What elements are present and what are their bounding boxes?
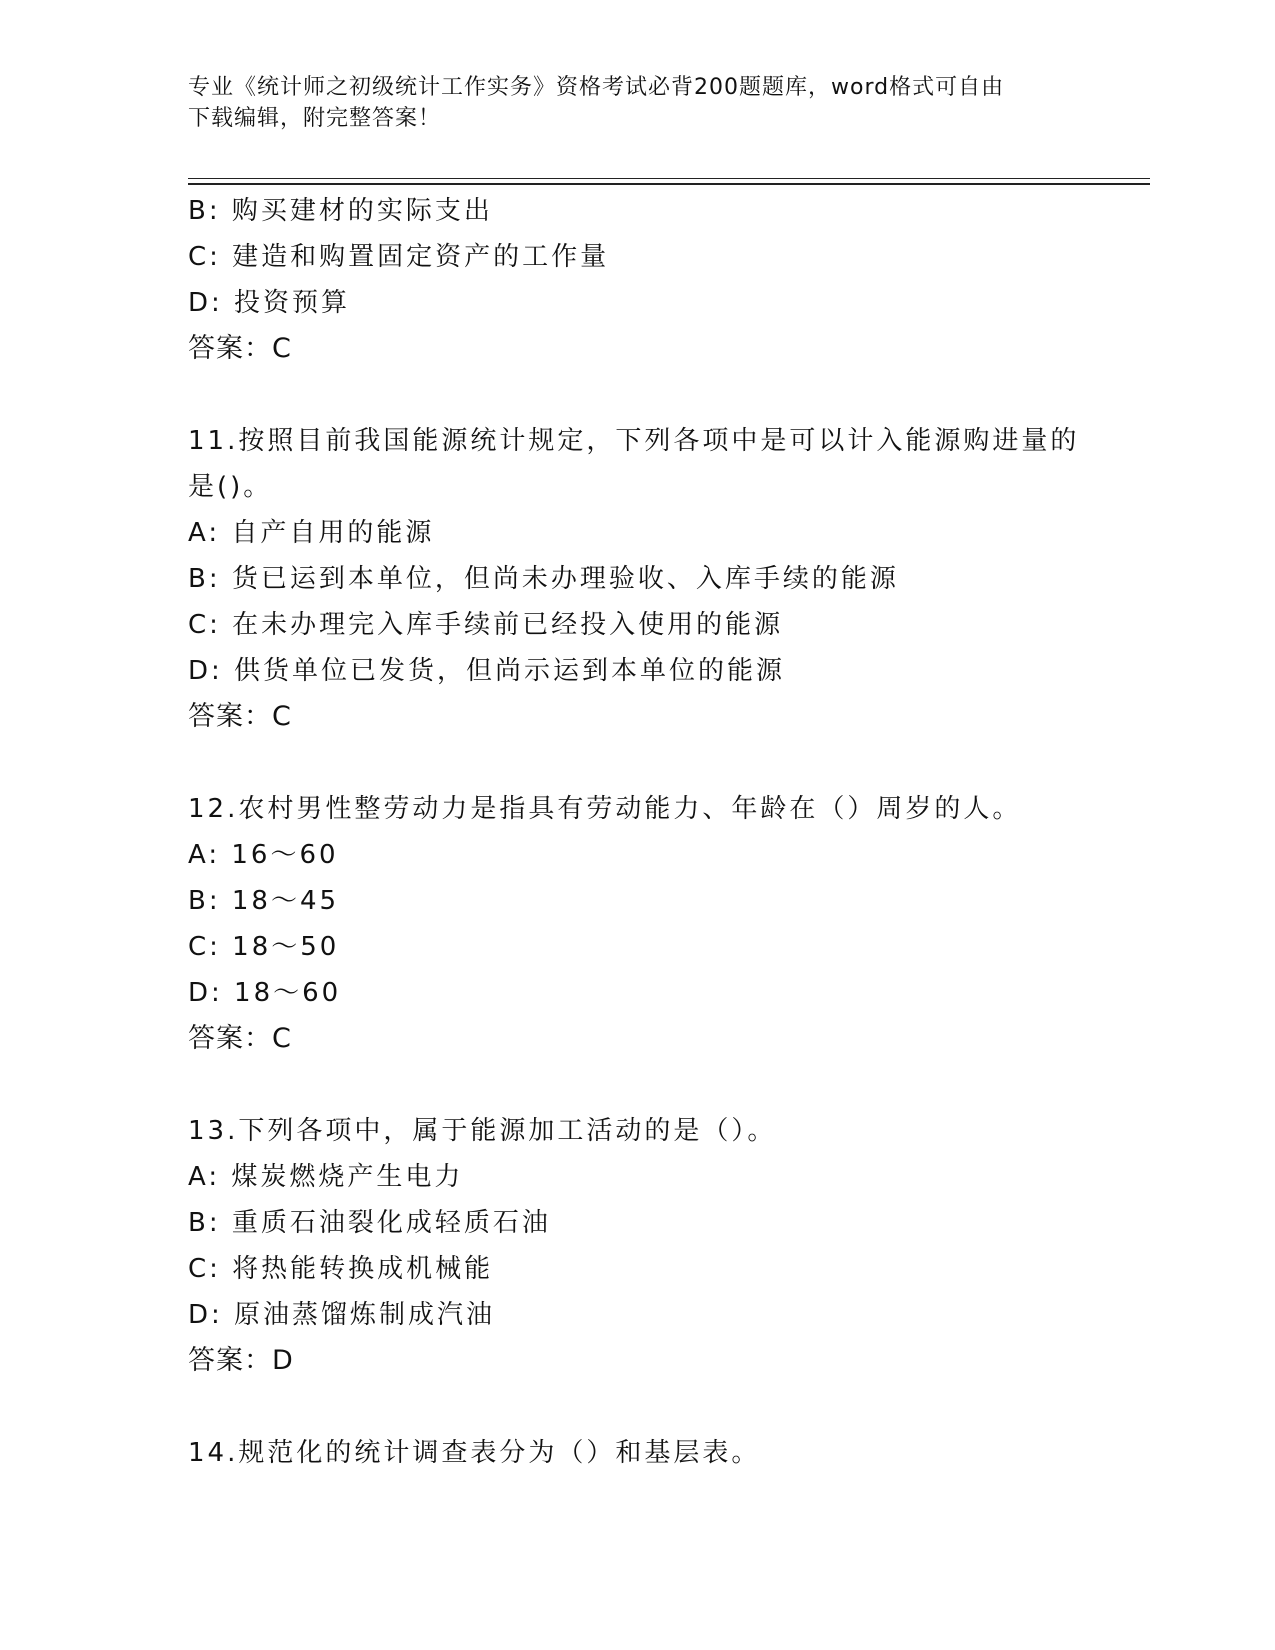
header-line-1: 专业《统计师之初级统计工作实务》资格考试必背200题题库，word格式可自由	[188, 75, 1005, 100]
option-c: C: 建造和购置固定资产的工作量	[188, 242, 610, 272]
question-stem-continued: 是()。	[188, 472, 273, 502]
spacer	[188, 740, 1088, 786]
answer: 答案：C	[188, 701, 292, 732]
option-b: B: 货已运到本单位，但尚未办理验收、入库手续的能源	[188, 564, 899, 594]
question-14	[188, 1430, 1088, 1476]
header-divider-thin	[188, 178, 1150, 179]
question-stem: 12.农村男性整劳动力是指具有劳动能力、年龄在（）周岁的人。	[188, 794, 1022, 824]
question-stem: 14.规范化的统计调查表分为（）和基层表。	[188, 1438, 761, 1468]
option-c: C: 在未办理完入库手续前已经投入使用的能源	[188, 610, 784, 640]
spacer	[188, 1062, 1088, 1108]
option-d: D: 18～60	[188, 978, 342, 1008]
option-c: C: 将热能转换成机械能	[188, 1254, 494, 1284]
option-b: B: 购买建材的实际支出	[188, 196, 493, 226]
question-list	[188, 188, 1088, 1476]
option-a: A: 自产自用的能源	[188, 518, 435, 548]
spacer	[188, 372, 1088, 418]
option-d: D: 供货单位已发货，但尚示运到本单位的能源	[188, 656, 786, 686]
option-c: C: 18～50	[188, 932, 340, 962]
option-d: D: 原油蒸馏炼制成汽油	[188, 1300, 496, 1330]
question-stem: 13.下列各项中，属于能源加工活动的是（）。	[188, 1116, 777, 1146]
header-divider-thick	[188, 183, 1150, 185]
answer: 答案：C	[188, 1023, 292, 1054]
option-d: D: 投资预算	[188, 288, 351, 318]
option-a: A: 煤炭燃烧产生电力	[188, 1162, 464, 1192]
question-13	[188, 1108, 1088, 1384]
question-10-continued	[188, 188, 1088, 372]
document-header	[188, 72, 1088, 134]
option-b: B: 18～45	[188, 886, 340, 916]
spacer	[188, 1384, 1088, 1430]
question-11	[188, 418, 1088, 740]
question-12	[188, 786, 1088, 1062]
answer: 答案：C	[188, 333, 292, 364]
option-a: A: 16～60	[188, 840, 339, 870]
answer: 答案：D	[188, 1345, 294, 1376]
question-stem: 11.按照目前我国能源统计规定，下列各项中是可以计入能源购进量的	[188, 426, 1080, 456]
option-b: B: 重质石油裂化成轻质石油	[188, 1208, 551, 1238]
header-line-2: 下载编辑，附完整答案！	[188, 106, 442, 131]
